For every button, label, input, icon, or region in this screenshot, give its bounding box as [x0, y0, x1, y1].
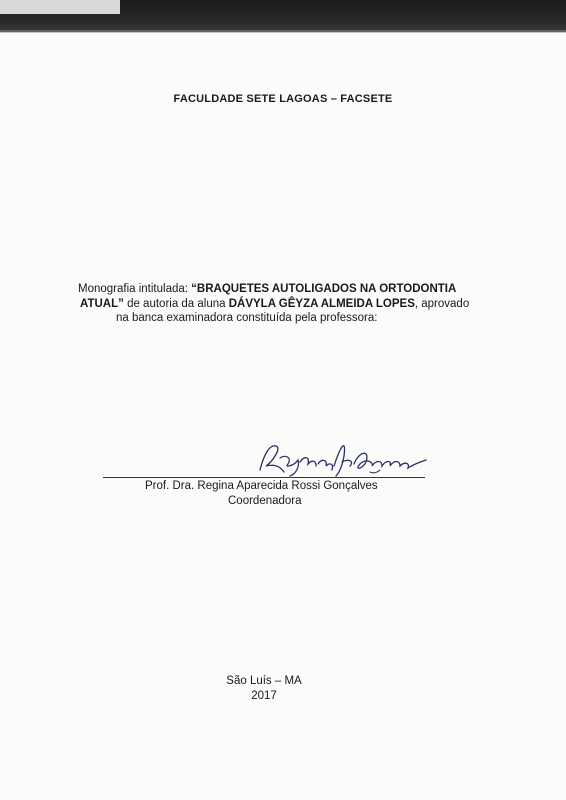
signature-line: [103, 477, 425, 478]
approval-prefix: Monografia intitulada:: [78, 283, 192, 295]
monograph-title-part-2: ATUAL”: [80, 297, 124, 310]
approval-mid: de autoria da aluna: [123, 297, 229, 310]
signatory-name: Prof. Dra. Regina Aparecida Rossi Gonçalves: [145, 480, 378, 492]
approval-line-3: na banca examinadora constituída pela professora:: [116, 312, 378, 324]
signatory-role: Coordenadora: [228, 495, 302, 507]
handwritten-signature: [250, 436, 430, 480]
approval-suffix: , aprovado: [414, 297, 470, 310]
location: São Luís – MA: [226, 675, 302, 687]
scan-edge: [0, 30, 566, 33]
approval-statement: [78, 282, 478, 326]
monograph-title-part-1: “BRAQUETES AUTOLIGADOS NA ORTODONTIA: [191, 283, 457, 295]
student-name: DÁVYLA GÊYZA ALMEIDA LOPES: [228, 297, 415, 310]
approval-line-1: [78, 282, 478, 297]
scan-artifact: [0, 0, 120, 14]
year: 2017: [251, 690, 277, 702]
approval-line-2: [78, 297, 478, 312]
institution-name: FACULDADE SETE LAGOAS – FACSETE: [173, 93, 393, 105]
